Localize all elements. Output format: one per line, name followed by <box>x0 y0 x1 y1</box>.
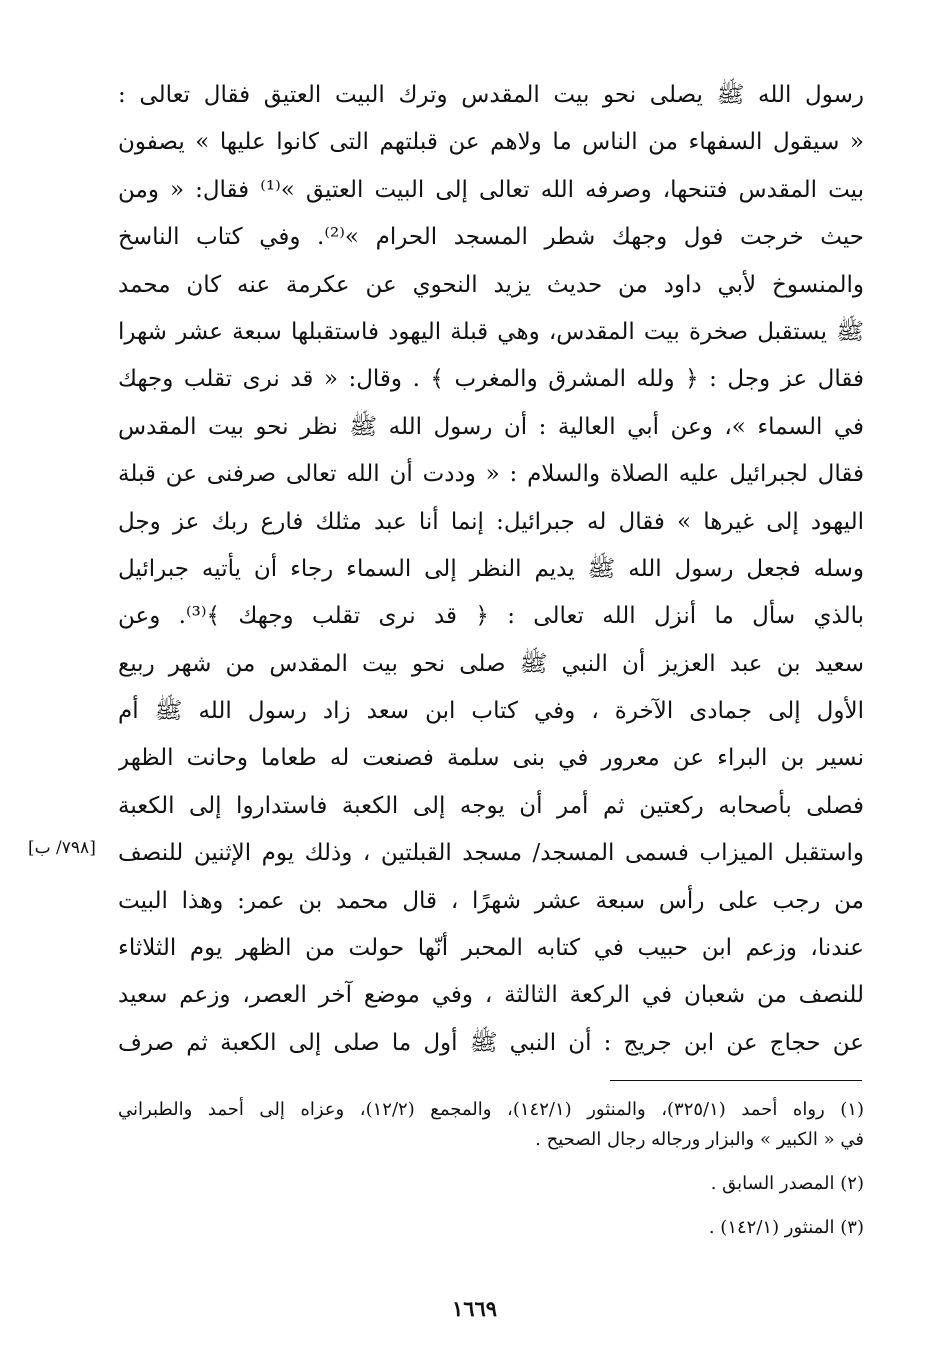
footnote-separator <box>610 1080 862 1081</box>
text-line: الأول إلى جمادى الآخرة ، وفي كتاب ابن سعد زاد رسول الله ﷺ أم <box>118 698 864 725</box>
text-line: عندنا، وزعم ابن حبيب في كتابه المحبر أنّها حولت من الظهر يوم الثلاثاء <box>118 935 864 962</box>
footnote-line: (١) رواه أحمد (٣٢٥/١)، والمنثور (١٤٢/١)، والمجمع (١٢/٢)، وعزاه إلى أحمد والطبراني <box>118 1099 864 1120</box>
footnote-line: في « الكبير » والبزار ورجاله رجال الصحيح . <box>535 1129 864 1150</box>
footnote-line: (٢) المصدر السابق . <box>710 1173 864 1194</box>
text-line: فقال عز وجل : ﴿ ولله المشرق والمغرب ﴾ . وقال: « قد نرى تقلب وجهك <box>118 366 864 393</box>
footnotes-block <box>118 1095 864 1243</box>
text-line: اليهود إلى غيرها » فقال له جبرائيل: إنما أنا عبد مثلك فارع ربك عز وجل <box>118 508 864 535</box>
main-text-block <box>118 72 864 1067</box>
text-line: والمنسوخ لأبي داود من حديث يزيد النحوي عن عكرمة عنه كان محمد <box>118 271 864 298</box>
text-line: من رجب على رأس سبعة عشر شهرًا ، قال محمد بن عمر: وهذا البيت <box>118 887 864 914</box>
text-line: بالذي سأل ما أنزل الله تعالى : ﴿ قد نرى تقلب وجهك ﴾⁽³⁾. وعن <box>118 603 864 630</box>
text-line: ﷺ يستقبل صخرة بيت المقدس، وهي قبلة اليهود فاستقبلها سبعة عشر شهرا <box>118 318 864 345</box>
text-line: حيث خرجت فول وجهك شطر المسجد الحرام »⁽²⁾. وفي كتاب الناسخ <box>118 224 864 251</box>
text-line: فقال لجبرائيل عليه الصلاة والسلام : « وددت أن الله تعالى صرفنى عن قبلة <box>118 461 864 488</box>
text-line: للنصف من شعبان في الركعة الثالثة ، وفي موضع آخر العصر، وزعم سعيد <box>118 982 864 1009</box>
text-line: وسله فجعل رسول الله ﷺ يديم النظر إلى السماء رجاء أن يأتيه جبرائيل <box>118 555 864 582</box>
text-line: في السماء »، وعن أبي العالية : أن رسول الله ﷺ نظر نحو بيت المقدس <box>118 413 864 440</box>
text-line: بيت المقدس فتنحها، وصرفه الله تعالى إلى البيت العتيق »⁽¹⁾ فقال: « ومن <box>118 176 864 203</box>
text-line: رسول الله ﷺ يصلى نحو بيت المقدس وترك البيت العتيق فقال تعالى : <box>118 82 864 108</box>
manuscript-folio-marker: [٧٩٨/ ب] <box>28 838 96 858</box>
text-line: عن حجاج عن ابن جريج : أن النبي ﷺ أول ما صلى إلى الكعبة ثم صرف <box>118 1029 864 1056</box>
footnote-line: (٣) المنثور (١٤٢/١) . <box>708 1217 864 1238</box>
page-number: ١٦٦٩ <box>451 1296 498 1321</box>
text-line: فصلى بأصحابه ركعتين ثم أمر أن يوجه إلى الكعبة فاستداروا إلى الكعبة <box>118 792 864 819</box>
text-line: نسير بن البراء عن معرور في بنى سلمة فصنعت له طعاما وحانت الظهر <box>118 745 864 772</box>
text-line: « سيقول السفهاء من الناس ما ولاهم عن قبلتهم التى كانوا عليها » يصفون <box>118 129 864 156</box>
text-line: واستقبل الميزاب فسمى المسجد/ مسجد القبلتين ، وذلك يوم الإثنين للنصف <box>118 840 864 867</box>
text-line: سعيد بن عبد العزيز أن النبي ﷺ صلى نحو بيت المقدس من شهر ربيع <box>118 650 864 677</box>
